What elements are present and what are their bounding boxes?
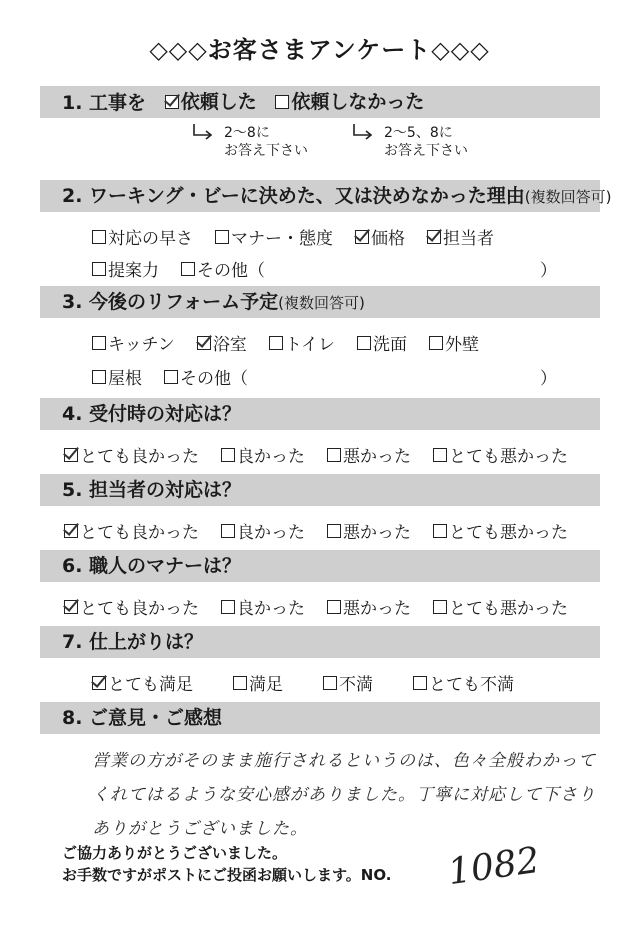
q2-option-price[interactable]: 価格 (355, 224, 405, 249)
q1-option-yes[interactable]: 依頼した (165, 86, 257, 118)
q3-option-exterior[interactable]: 外壁 (429, 330, 479, 355)
question-4-label: 4. 受付時の対応は？ (62, 403, 242, 425)
arrow-right-icon (192, 124, 214, 140)
checkbox-icon[interactable] (327, 600, 341, 614)
q6-option-bad[interactable]: 悪かった (327, 594, 411, 619)
checkbox-icon[interactable] (433, 448, 447, 462)
question-2-bar: 2. ワーキング・ビーに決めた、又は決めなかった理由(複数回答可) (40, 180, 600, 212)
q7-option-very-satisfied[interactable]: とても満足 (92, 670, 193, 695)
q2-option-speed[interactable]: 対応の早さ (92, 224, 193, 249)
checkbox-icon[interactable] (221, 600, 235, 614)
checkbox-icon[interactable] (357, 336, 371, 350)
q6-option-very-bad[interactable]: とても悪かった (433, 594, 568, 619)
checkbox-icon[interactable] (215, 230, 229, 244)
q2-options-row-2 (92, 256, 287, 281)
page-title: ◇◇◇お客さまアンケート◇◇◇ (149, 36, 490, 64)
checkbox-icon[interactable] (221, 524, 235, 538)
q5-option-bad[interactable]: 悪かった (327, 518, 411, 543)
checkbox-icon[interactable] (429, 336, 443, 350)
checkbox-icon[interactable] (92, 262, 106, 276)
question-4-bar (40, 398, 600, 430)
q2-option-proposal[interactable]: 提案力 (92, 256, 159, 281)
q3-options-row-1 (92, 330, 501, 355)
q2-option-staff[interactable]: 担当者 (427, 224, 494, 249)
q4-option-very-bad[interactable]: とても悪かった (433, 442, 568, 467)
checkbox-icon[interactable] (355, 230, 369, 244)
checkbox-icon[interactable] (197, 336, 211, 350)
q7-option-very-dissatisfied[interactable]: とても不満 (413, 670, 514, 695)
checkbox-icon[interactable] (164, 370, 178, 384)
q5-option-good[interactable]: 良かった (221, 518, 305, 543)
checkbox-icon[interactable] (323, 676, 337, 690)
q5-option-very-bad[interactable]: とても悪かった (433, 518, 568, 543)
checkbox-icon[interactable] (275, 95, 289, 109)
question-1-label: 1. 工事を (62, 92, 147, 114)
comment-line-3: ありがとうございました。 (92, 819, 308, 839)
q4-option-very-good[interactable]: とても良かった (64, 442, 199, 467)
question-6-label: 6. 職人のマナーは？ (62, 555, 242, 577)
q1-note-no: 2〜5、8に お答え下さい (384, 125, 468, 159)
question-7-bar (40, 626, 600, 658)
q1-option-no[interactable]: 依頼しなかった (275, 86, 424, 118)
checkbox-icon[interactable] (413, 676, 427, 690)
checkbox-icon[interactable] (92, 230, 106, 244)
question-5-label: 5. 担当者の対応は？ (62, 479, 242, 501)
q3-options-row-2 (92, 364, 270, 389)
question-5-bar (40, 474, 600, 506)
q3-option-other[interactable]: その他（ (164, 364, 248, 389)
q5-options-row (64, 518, 590, 543)
q6-option-very-good[interactable]: とても良かった (64, 594, 199, 619)
checkbox-icon[interactable] (92, 336, 106, 350)
q3-option-toilet[interactable]: トイレ (269, 330, 335, 355)
q7-options-row (92, 670, 536, 695)
checkbox-icon[interactable] (92, 370, 106, 384)
checkbox-icon[interactable] (233, 676, 247, 690)
q3-option-kitchen[interactable]: キッチン (92, 330, 175, 355)
checkbox-icon[interactable] (327, 448, 341, 462)
question-8-bar (40, 702, 600, 734)
checkbox-icon[interactable] (433, 524, 447, 538)
question-6-bar (40, 550, 600, 582)
checkbox-icon[interactable] (433, 600, 447, 614)
footer-instructions: お手数ですがポストにご投函お願いします。NO. (62, 866, 392, 884)
q4-options-row (64, 442, 590, 467)
q2-options-row-1 (92, 224, 516, 249)
q5-option-very-good[interactable]: とても良かった (64, 518, 199, 543)
comment-line-1: 営業の方がそのまま施行されるというのは、色々全般わかって (92, 751, 596, 771)
q2-option-manner[interactable]: マナー・態度 (215, 224, 333, 249)
checkbox-icon[interactable] (327, 524, 341, 538)
comment-line-2: くれてはるような安心感がありました。丁寧に対応して下さり (92, 785, 596, 805)
q3-option-washroom[interactable]: 洗面 (357, 330, 407, 355)
checkbox-icon[interactable] (269, 336, 283, 350)
q2-paren-close: ） (540, 261, 557, 281)
arrow-right-icon (352, 124, 374, 140)
q3-paren-close: ） (540, 369, 557, 389)
question-3-label: 3. 今後のリフォーム予定 (62, 291, 279, 313)
checkbox-icon[interactable] (64, 448, 78, 462)
question-2-label: 2. ワーキング・ビーに決めた、又は決めなかった理由 (62, 185, 525, 207)
checkbox-icon[interactable] (165, 95, 179, 109)
question-3-bar: 3. 今後のリフォーム予定(複数回答可) (40, 286, 600, 318)
q4-option-bad[interactable]: 悪かった (327, 442, 411, 467)
question-7-label: 7. 仕上がりは？ (62, 631, 204, 653)
q6-options-row (64, 594, 590, 619)
checkbox-icon[interactable] (221, 448, 235, 462)
q1-note-yes: 2〜8に お答え下さい (224, 125, 308, 159)
question-8-label: 8. ご意見・ご感想 (62, 707, 223, 729)
checkbox-icon[interactable] (427, 230, 441, 244)
survey-number: 1082 (445, 839, 543, 894)
q7-option-satisfied[interactable]: 満足 (233, 670, 283, 695)
footer-thanks: ご協力ありがとうございました。 (62, 844, 288, 862)
question-1-bar (40, 86, 600, 118)
q3-option-roof[interactable]: 屋根 (92, 364, 142, 389)
checkbox-icon[interactable] (64, 524, 78, 538)
q3-option-bath[interactable]: 浴室 (197, 330, 247, 355)
q4-option-good[interactable]: 良かった (221, 442, 305, 467)
q6-option-good[interactable]: 良かった (221, 594, 305, 619)
q2-option-other[interactable]: その他（ (181, 256, 265, 281)
q7-option-dissatisfied[interactable]: 不満 (323, 670, 373, 695)
checkbox-icon[interactable] (64, 600, 78, 614)
checkbox-icon[interactable] (92, 676, 106, 690)
checkbox-icon[interactable] (181, 262, 195, 276)
